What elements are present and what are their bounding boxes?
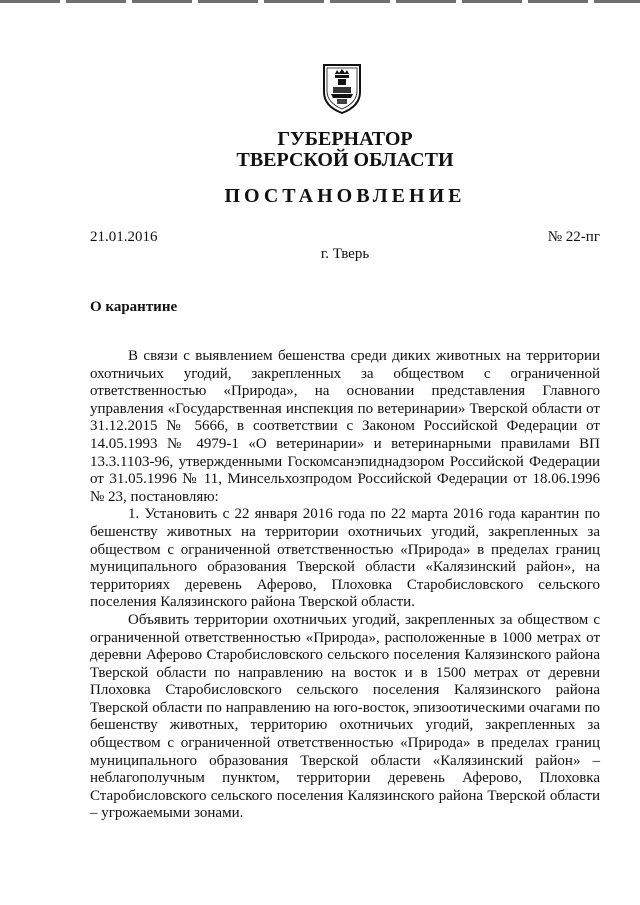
paragraph: 1. Установить с 22 января 2016 года по 22 марта 2016 года карантин по бешенству животных на территории охотничьих угодий, закрепленных за обществом с ограниченной ответственностью «Природа» в пределах границ муниципального образования Тверской области «Калязинский район», на территориях деревень Аферово, Плоховка Старобисловского сельского поселения Калязинского района Тверской области. [90,506,600,611]
scan-top-edge [0,0,640,3]
paragraph: В связи с выявлением бешенства среди диких животных на территории охотничьих угодий, закрепленных за обществом с ограниченной ответственностью «Природа», на основании представления Главного управления «Государственная инспекция по ветеринарии» Тверской области от 31.12.2015 № 5666, в соответствии с Законом Российской Федерации от 14.05.1993 № 4979-1 «О ветеринарии» и ветеринарными правилами ВП 13.3.1103-96, утвержденными Госкомсанэпиднадзором Российской Федерации от 31.05.1996 № 11, Минсельхозпродом Российской Федерации от 18.06.1996 № 23, постановляю: [90,348,600,505]
region-title: ТВЕРСКОЙ ОБЛАСТИ [236,149,454,171]
document-type: ПОСТАНОВЛЕНИЕ [224,185,466,207]
document-city: г. Тверь [320,246,370,262]
coat-of-arms-icon [320,62,364,114]
governor-title: ГУБЕРНАТОР [277,128,413,150]
document-subject: О карантине [90,299,178,315]
document-body [90,348,600,823]
document-number: № 22-пг [547,229,600,245]
document-date: 21.01.2016 [90,229,158,245]
paragraph: Объявить территории охотничьих угодий, закрепленных за обществом с ограниченной ответственностью «Природа», расположенные в 1000 метрах от деревни Аферово Старобисловского сельского поселения Калязинского района Тверской области по направлению на восток и в 1500 метрах от деревни Плоховка Старобисловского сельского поселения Калязинского района Тверской области по направлению на юго-восток, эпизоотическими очагами по бешенству животных, территорию охотничьих угодий, закрепленных за обществом с ограниченной ответственностью «Природа» в пределах границ муниципального образования Тверской области «Калязинский район» – неблагополучным пунктом, территории деревень Аферово, Плоховка Старобисловского сельского поселения Калязинского района Тверской области – угрожаемыми зонами. [90,611,600,822]
